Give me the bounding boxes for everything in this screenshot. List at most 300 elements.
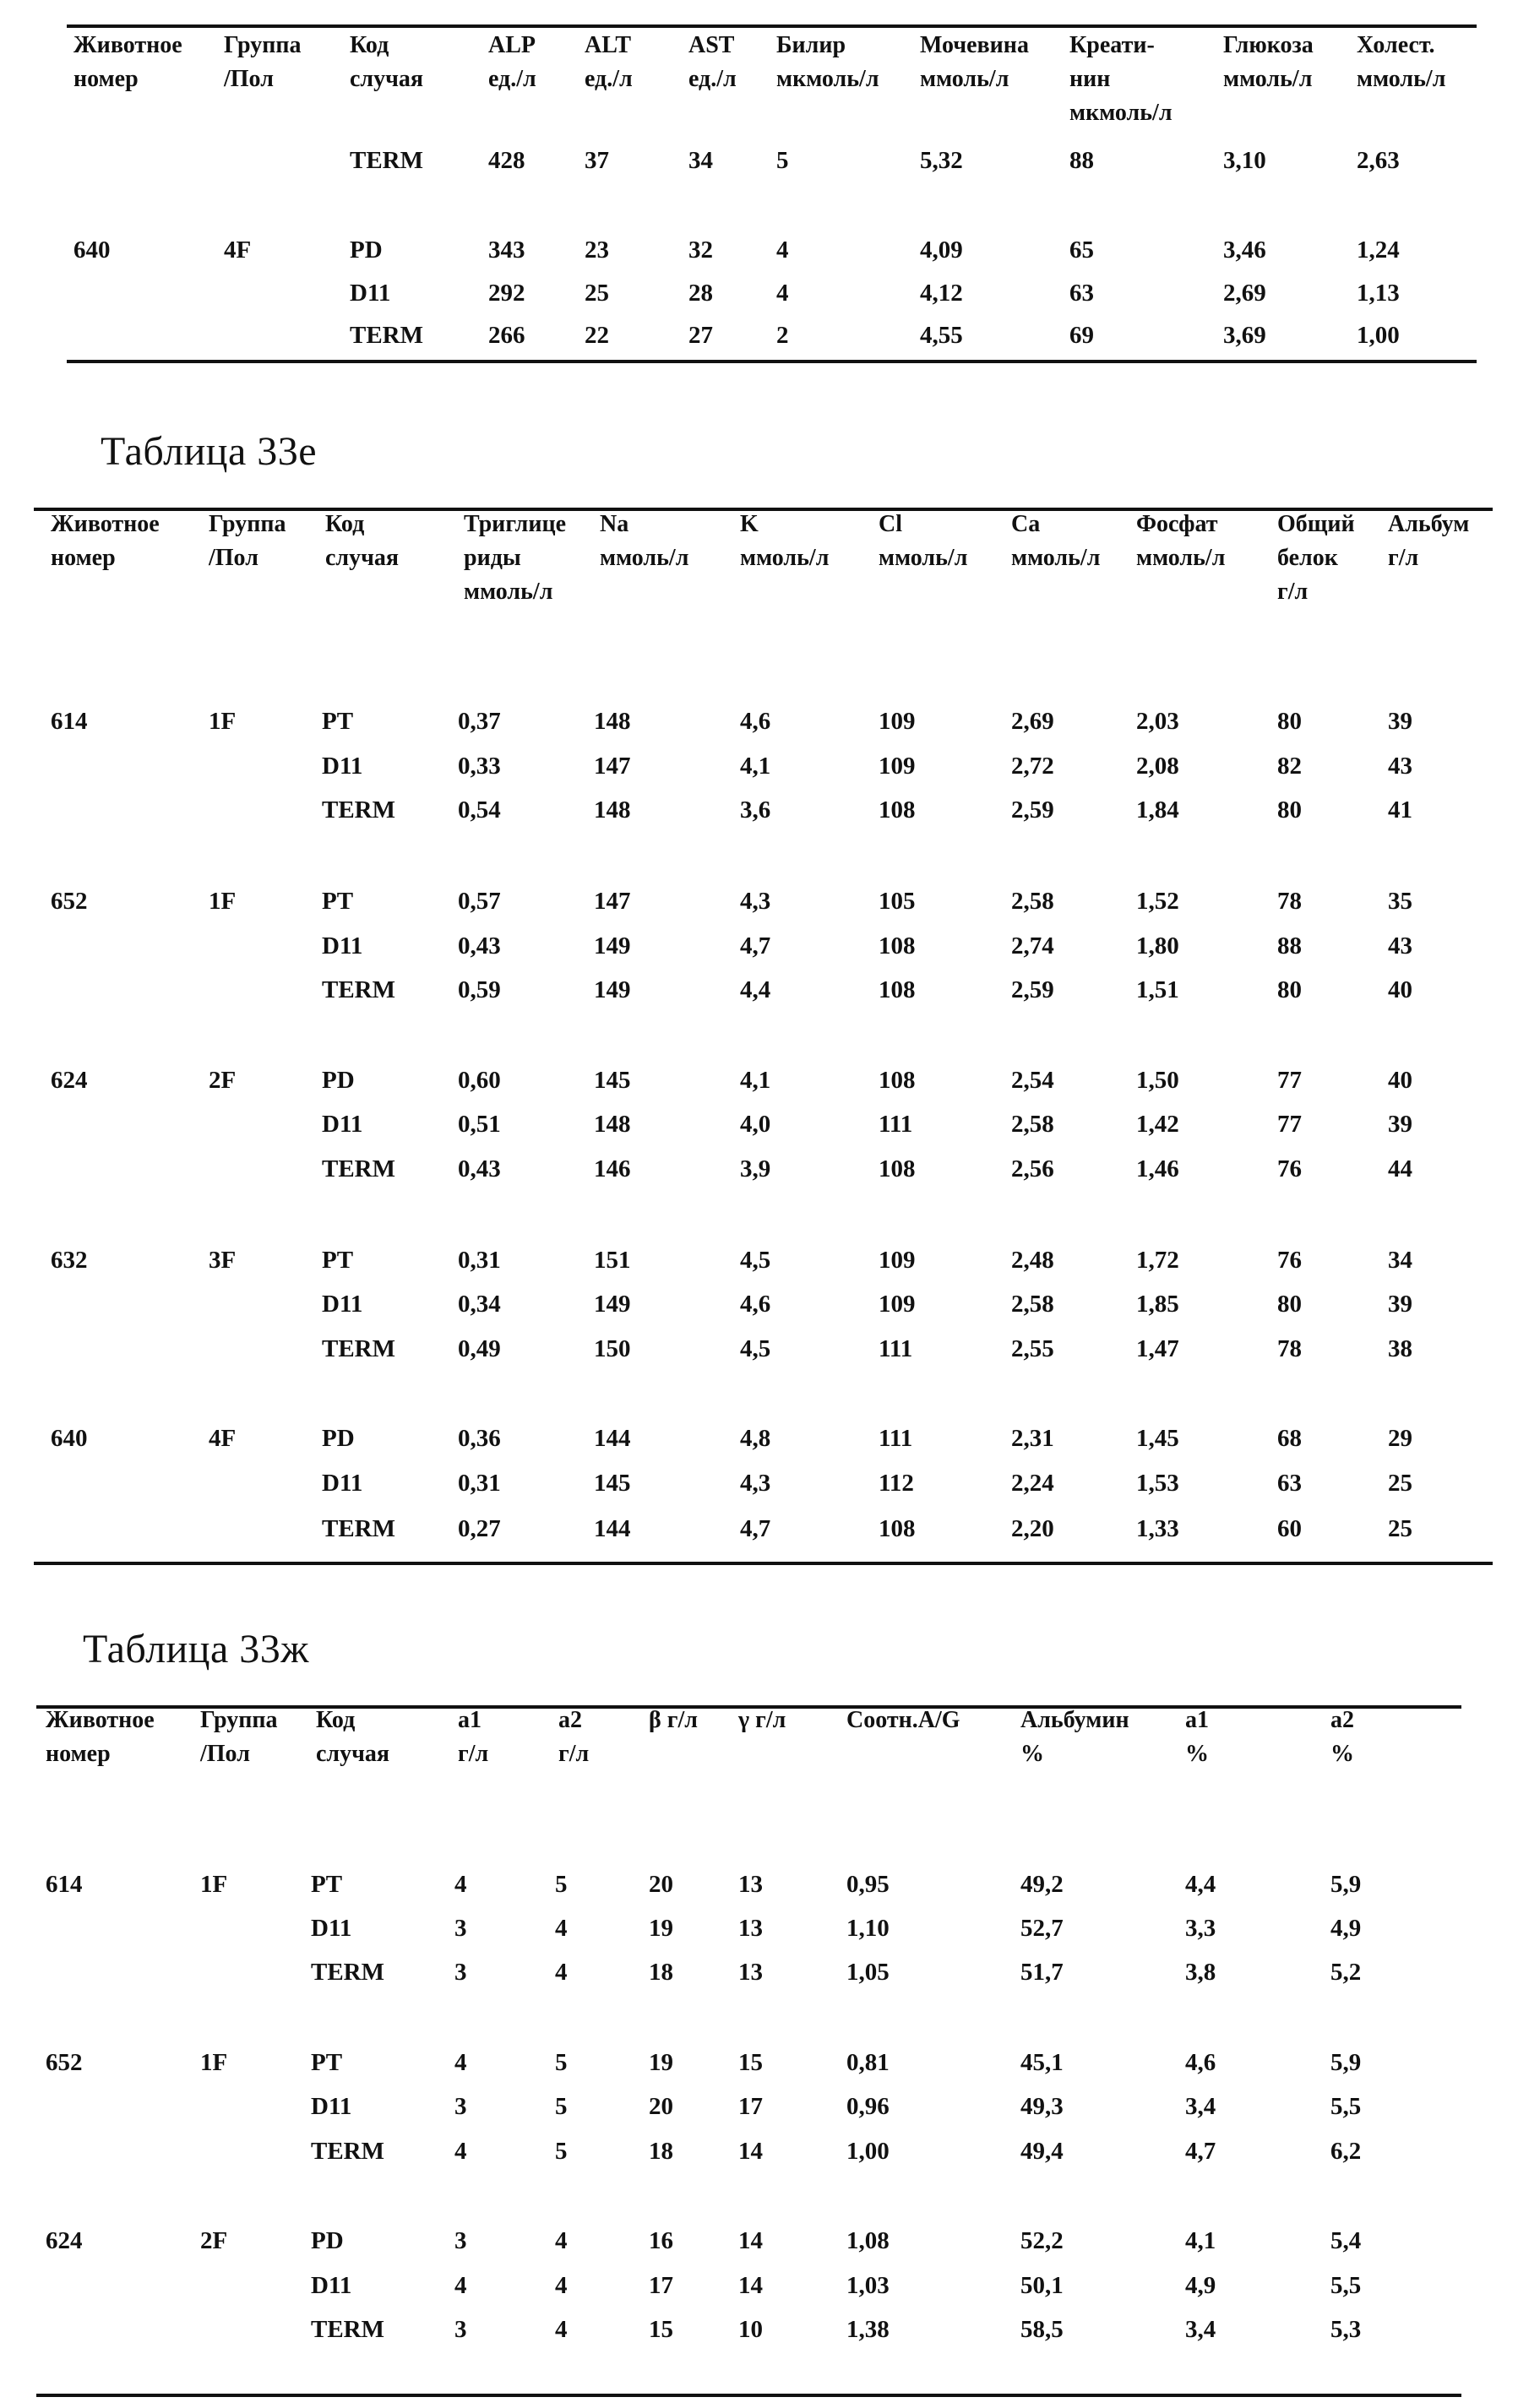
table-cell: 2,08 (1136, 753, 1179, 780)
table-cell: 4 (454, 2272, 467, 2299)
table-cell: 105 (879, 888, 916, 915)
column-header: a2 (558, 1707, 582, 1733)
column-header: ммоль/л (1223, 66, 1313, 92)
table-cell: 19 (649, 1915, 673, 1942)
column-header: Животное (73, 32, 182, 58)
column-header: Животное (46, 1707, 155, 1733)
table-cell: 0,49 (458, 1335, 501, 1362)
table-cell: 14 (738, 2227, 763, 2254)
table-cell: 148 (594, 796, 631, 824)
table-cell: 2F (209, 1067, 237, 1094)
table-cell: 16 (649, 2227, 673, 2254)
column-header: ммоль/л (740, 545, 830, 571)
table-cell: 0,96 (846, 2093, 890, 2120)
table-cell: 4 (454, 1871, 467, 1898)
table-cell: 77 (1277, 1067, 1302, 1094)
table-cell: 652 (46, 2049, 83, 2076)
table-cell: 4F (209, 1425, 237, 1452)
table-cell: 5,5 (1330, 2272, 1362, 2299)
column-header: γ г/л (738, 1707, 786, 1733)
table-cell: 108 (879, 796, 916, 824)
table-cell: 1F (200, 1871, 228, 1898)
table-cell: 1,51 (1136, 976, 1179, 1003)
table-cell: 2 (776, 322, 789, 349)
table-cell: 77 (1277, 1111, 1302, 1138)
table-cell: D11 (322, 1291, 363, 1318)
column-header: Альбум (1388, 511, 1470, 537)
table-cell: 0,43 (458, 932, 501, 959)
table-cell: 111 (879, 1425, 913, 1452)
column-header: белок (1277, 545, 1338, 571)
table-cell: PT (322, 888, 354, 915)
table-cell: 3 (454, 1959, 467, 1986)
table-cell: 76 (1277, 1155, 1302, 1182)
table-cell: TERM (350, 147, 423, 174)
table-cell: 1F (209, 708, 237, 735)
table-cell: 40 (1388, 976, 1412, 1003)
column-header: ед./л (688, 66, 737, 92)
table-cell: 3F (209, 1247, 237, 1274)
table-cell: 27 (688, 322, 713, 349)
table-cell: 1,00 (1357, 322, 1400, 349)
table-cell: 4,12 (920, 280, 963, 307)
table-cell: 3,46 (1223, 236, 1266, 264)
table-cell: 2,72 (1011, 753, 1054, 780)
column-header: Группа (209, 511, 286, 537)
table-cell: 4,9 (1330, 1915, 1362, 1942)
table-cell: TERM (322, 1155, 395, 1182)
table-cell: 4,8 (740, 1425, 771, 1452)
table-cell: 1,10 (846, 1915, 890, 1942)
column-header: ммоль/л (464, 579, 553, 605)
column-header: Код (350, 32, 389, 58)
table-cell: 148 (594, 1111, 631, 1138)
table-cell: PD (350, 236, 383, 264)
table-cell: 3,6 (740, 796, 771, 824)
table-cell: 2,58 (1011, 1111, 1054, 1138)
table-cell: 18 (649, 1959, 673, 1986)
table-cell: 5 (555, 2049, 568, 2076)
table-cell: 109 (879, 1291, 916, 1318)
table-cell: 13 (738, 1959, 763, 1986)
table_33zh-bottom-rule (36, 2394, 1461, 2397)
table-cell: 149 (594, 976, 631, 1003)
table-cell: PT (311, 2049, 343, 2076)
table_33d_continuation-top-rule (67, 24, 1477, 28)
table-cell: 614 (46, 1871, 83, 1898)
table-cell: 1,53 (1136, 1470, 1179, 1497)
table-cell: 0,51 (458, 1111, 501, 1138)
table-cell: 0,81 (846, 2049, 890, 2076)
table-cell: 4,55 (920, 322, 963, 349)
table-cell: 3,10 (1223, 147, 1266, 174)
column-header: ALP (488, 32, 536, 58)
column-header: Ca (1011, 511, 1041, 537)
table-cell: 2,55 (1011, 1335, 1054, 1362)
column-header: % (1185, 1741, 1209, 1767)
table-cell: 1,84 (1136, 796, 1179, 824)
table-cell: 108 (879, 932, 916, 959)
column-header: Соотн.A/G (846, 1707, 960, 1733)
table-cell: 78 (1277, 1335, 1302, 1362)
table-cell: 2,54 (1011, 1067, 1054, 1094)
column-header: г/л (1388, 545, 1419, 571)
table-cell: PT (311, 1871, 343, 1898)
table-cell: 1,33 (1136, 1515, 1179, 1542)
table-cell: 49,4 (1020, 2138, 1064, 2165)
table-cell: 20 (649, 2093, 673, 2120)
table-cell: 108 (879, 1155, 916, 1182)
table-cell: PD (322, 1425, 355, 1452)
table-cell: 76 (1277, 1247, 1302, 1274)
column-header: нин (1069, 66, 1111, 92)
table-cell: 149 (594, 1291, 631, 1318)
table-cell: 3,3 (1185, 1915, 1216, 1942)
table-cell: 3,9 (740, 1155, 771, 1182)
table-cell: 3,8 (1185, 1959, 1216, 1986)
table-cell: TERM (322, 1515, 395, 1542)
column-header: мкмоль/л (776, 66, 879, 92)
table-cell: 2,74 (1011, 932, 1054, 959)
table-cell: 2,63 (1357, 147, 1400, 174)
table-cell: 3 (454, 1915, 467, 1942)
table-cell: 109 (879, 753, 916, 780)
table-cell: 17 (649, 2272, 673, 2299)
table-cell: 25 (1388, 1470, 1412, 1497)
column-header: Холест. (1357, 32, 1435, 58)
table-cell: 25 (585, 280, 609, 307)
table-cell: 2,03 (1136, 708, 1179, 735)
table-cell: 19 (649, 2049, 673, 2076)
table-cell: 4 (555, 2272, 568, 2299)
table-cell: 3,4 (1185, 2316, 1216, 2343)
table-cell: 1,03 (846, 2272, 890, 2299)
table-cell: TERM (322, 1335, 395, 1362)
table-cell: 147 (594, 888, 631, 915)
table-cell: 3 (454, 2227, 467, 2254)
column-header: a1 (1185, 1707, 1209, 1733)
table-cell: 80 (1277, 1291, 1302, 1318)
table-cell: 5 (555, 2093, 568, 2120)
table-cell: 4,5 (740, 1335, 771, 1362)
table-cell: 4,3 (740, 888, 771, 915)
table-cell: 80 (1277, 796, 1302, 824)
table-cell: 5,5 (1330, 2093, 1362, 2120)
table-cell: D11 (350, 280, 391, 307)
table-cell: 1,80 (1136, 932, 1179, 959)
column-header: a2 (1330, 1707, 1354, 1733)
table-cell: 45,1 (1020, 2049, 1064, 2076)
table-cell: 3,69 (1223, 322, 1266, 349)
table-cell: 652 (51, 888, 88, 915)
table-cell: 18 (649, 2138, 673, 2165)
column-header: Группа (224, 32, 302, 58)
table-cell: 0,31 (458, 1470, 501, 1497)
table-cell: 39 (1388, 1291, 1412, 1318)
table-cell: 37 (585, 147, 609, 174)
table-cell: 50,1 (1020, 2272, 1064, 2299)
table-cell: 0,36 (458, 1425, 501, 1452)
table-cell: 0,54 (458, 796, 501, 824)
table-cell: 2,59 (1011, 796, 1054, 824)
table-cell: 29 (1388, 1425, 1412, 1452)
table-cell: 1,05 (846, 1959, 890, 1986)
table-cell: 614 (51, 708, 88, 735)
table-cell: 111 (879, 1335, 913, 1362)
table-cell: 4F (224, 236, 252, 264)
table-cell: TERM (322, 796, 395, 824)
table-cell: 88 (1277, 932, 1302, 959)
table-cell: 20 (649, 1871, 673, 1898)
table-cell: 0,59 (458, 976, 501, 1003)
column-header: K (740, 511, 759, 537)
table-cell: 0,31 (458, 1247, 501, 1274)
table-cell: 4,1 (1185, 2227, 1216, 2254)
table-cell: 5,2 (1330, 1959, 1362, 1986)
table-cell: 78 (1277, 888, 1302, 915)
table-cell: 3 (454, 2316, 467, 2343)
table-cell: 1,24 (1357, 236, 1400, 264)
column-header: случая (325, 545, 400, 571)
table-cell: 5 (776, 147, 789, 174)
table-cell: 1,00 (846, 2138, 890, 2165)
table-cell: 428 (488, 147, 525, 174)
table-cell: 63 (1277, 1470, 1302, 1497)
table-cell: 43 (1388, 753, 1412, 780)
table-cell: 3,4 (1185, 2093, 1216, 2120)
table-cell: 40 (1388, 1067, 1412, 1094)
table-cell: 4,5 (740, 1247, 771, 1274)
table-title: Таблица 33ж (83, 1627, 309, 1671)
table-cell: 1F (200, 2049, 228, 2076)
table-cell: 0,37 (458, 708, 501, 735)
column-header: % (1330, 1741, 1354, 1767)
table-cell: 5,3 (1330, 2316, 1362, 2343)
table-cell: 144 (594, 1425, 631, 1452)
table-cell: 28 (688, 280, 713, 307)
table-cell: 0,95 (846, 1871, 890, 1898)
table-cell: TERM (311, 1959, 384, 1986)
table-cell: TERM (350, 322, 423, 349)
table-cell: 5 (555, 1871, 568, 1898)
table-cell: 1,45 (1136, 1425, 1179, 1452)
table-cell: 4,6 (740, 1291, 771, 1318)
table-cell: 52,7 (1020, 1915, 1064, 1942)
table-cell: 4 (454, 2138, 467, 2165)
table-cell: 624 (46, 2227, 83, 2254)
column-header: ммоль/л (1357, 66, 1446, 92)
table-cell: 65 (1069, 236, 1094, 264)
column-header: Группа (200, 1707, 278, 1733)
column-header: Фосфат (1136, 511, 1218, 537)
table-title: Таблица 33е (101, 429, 318, 474)
table-cell: 1,52 (1136, 888, 1179, 915)
table-cell: 15 (649, 2316, 673, 2343)
table-cell: 0,57 (458, 888, 501, 915)
table-cell: 1,46 (1136, 1155, 1179, 1182)
table-cell: 4 (555, 1915, 568, 1942)
table-cell: 52,2 (1020, 2227, 1064, 2254)
column-header: случая (316, 1741, 390, 1767)
table-cell: 51,7 (1020, 1959, 1064, 1986)
table-cell: D11 (322, 1470, 363, 1497)
column-header: риды (464, 545, 521, 571)
table-cell: 108 (879, 1515, 916, 1542)
table-cell: 49,3 (1020, 2093, 1064, 2120)
table-cell: 1F (209, 888, 237, 915)
table-cell: 63 (1069, 280, 1094, 307)
table-cell: 1,38 (846, 2316, 890, 2343)
column-header: β г/л (649, 1707, 698, 1733)
table-cell: 112 (879, 1470, 914, 1497)
column-header: Код (316, 1707, 356, 1733)
column-header: /Пол (224, 66, 274, 92)
table-cell: 68 (1277, 1425, 1302, 1452)
table-cell: 4 (776, 236, 789, 264)
table-cell: 6,2 (1330, 2138, 1362, 2165)
table-cell: 35 (1388, 888, 1412, 915)
table-cell: 34 (1388, 1247, 1412, 1274)
column-header: случая (350, 66, 424, 92)
column-header: номер (73, 66, 139, 92)
column-header: AST (688, 32, 735, 58)
table-cell: 4,6 (740, 708, 771, 735)
column-header: /Пол (200, 1741, 250, 1767)
table-cell: 2,56 (1011, 1155, 1054, 1182)
table-cell: 0,33 (458, 753, 501, 780)
table-cell: D11 (322, 932, 363, 959)
table-cell: 5 (555, 2138, 568, 2165)
table-cell: 22 (585, 322, 609, 349)
column-header: % (1020, 1741, 1044, 1767)
table-cell: 60 (1277, 1515, 1302, 1542)
table-cell: 4 (555, 2227, 568, 2254)
table-cell: 1,47 (1136, 1335, 1179, 1362)
table-cell: 34 (688, 147, 713, 174)
column-header: ммоль/л (879, 545, 968, 571)
table-cell: 145 (594, 1067, 631, 1094)
table-cell: 32 (688, 236, 713, 264)
table-cell: 109 (879, 708, 916, 735)
table-cell: 2,20 (1011, 1515, 1054, 1542)
table-cell: 4 (555, 1959, 568, 1986)
table-cell: 44 (1388, 1155, 1412, 1182)
column-header: Код (325, 511, 365, 537)
table-cell: 2,31 (1011, 1425, 1054, 1452)
table-cell: 4,3 (740, 1470, 771, 1497)
table-cell: PT (322, 708, 354, 735)
table-cell: 145 (594, 1470, 631, 1497)
table-cell: 5,4 (1330, 2227, 1362, 2254)
table-cell: 292 (488, 280, 525, 307)
table-cell: 146 (594, 1155, 631, 1182)
table_33d_continuation-bottom-rule (67, 360, 1477, 363)
table-cell: 39 (1388, 708, 1412, 735)
table-cell: 2,69 (1011, 708, 1054, 735)
column-header: г/л (1277, 579, 1309, 605)
column-header: г/л (558, 1741, 590, 1767)
column-header: Мочевина (920, 32, 1029, 58)
table-cell: 82 (1277, 753, 1302, 780)
table-cell: D11 (311, 1915, 352, 1942)
column-header: номер (46, 1741, 111, 1767)
table-cell: 38 (1388, 1335, 1412, 1362)
table-cell: 2,24 (1011, 1470, 1054, 1497)
table-cell: 0,60 (458, 1067, 501, 1094)
table-cell: 147 (594, 753, 631, 780)
column-header: Триглице (464, 511, 567, 537)
table-cell: 4,09 (920, 236, 963, 264)
table-cell: 2,59 (1011, 976, 1054, 1003)
table-cell: 640 (73, 236, 111, 264)
table-cell: 49,2 (1020, 1871, 1064, 1898)
table-cell: 4 (555, 2316, 568, 2343)
table-cell: 4,7 (740, 1515, 771, 1542)
table-cell: 5,32 (920, 147, 963, 174)
table-cell: 2F (200, 2227, 228, 2254)
table-cell: 111 (879, 1111, 913, 1138)
table-cell: 58,5 (1020, 2316, 1064, 2343)
table-cell: 13 (738, 1915, 763, 1942)
table-cell: TERM (311, 2316, 384, 2343)
column-header: ед./л (488, 66, 536, 92)
column-header: Общий (1277, 511, 1355, 537)
table-cell: 624 (51, 1067, 88, 1094)
table-cell: 80 (1277, 708, 1302, 735)
table-cell: 5,9 (1330, 2049, 1362, 2076)
table-cell: D11 (311, 2093, 352, 2120)
table-cell: TERM (311, 2138, 384, 2165)
table-cell: 1,13 (1357, 280, 1400, 307)
table-cell: 108 (879, 976, 916, 1003)
table-cell: 109 (879, 1247, 916, 1274)
table-cell: 1,42 (1136, 1111, 1179, 1138)
table_33e-bottom-rule (34, 1562, 1493, 1565)
table-cell: 4,4 (740, 976, 771, 1003)
table-cell: 2,58 (1011, 1291, 1054, 1318)
table-cell: 80 (1277, 976, 1302, 1003)
table-cell: 25 (1388, 1515, 1412, 1542)
column-header: ммоль/л (1011, 545, 1101, 571)
table-cell: 148 (594, 708, 631, 735)
table-cell: 151 (594, 1247, 631, 1274)
table-cell: 41 (1388, 796, 1412, 824)
column-header: мкмоль/л (1069, 100, 1173, 126)
table-cell: PT (322, 1247, 354, 1274)
table-cell: 13 (738, 1871, 763, 1898)
table-cell: TERM (322, 976, 395, 1003)
table-cell: 39 (1388, 1111, 1412, 1138)
table-cell: 4,4 (1185, 1871, 1216, 1898)
table-cell: 1,08 (846, 2227, 890, 2254)
table-cell: 69 (1069, 322, 1094, 349)
column-header: Глюкоза (1223, 32, 1314, 58)
table-cell: 4,6 (1185, 2049, 1216, 2076)
table-cell: D11 (311, 2272, 352, 2299)
table-cell: PD (311, 2227, 344, 2254)
table-cell: 2,69 (1223, 280, 1266, 307)
table-cell: 5,9 (1330, 1871, 1362, 1898)
table-cell: 17 (738, 2093, 763, 2120)
table-cell: 10 (738, 2316, 763, 2343)
table-cell: 266 (488, 322, 525, 349)
column-header: г/л (458, 1741, 489, 1767)
table-cell: 4,9 (1185, 2272, 1216, 2299)
column-header: Креати- (1069, 32, 1155, 58)
column-header: ALT (585, 32, 632, 58)
table-cell: 1,50 (1136, 1067, 1179, 1094)
table-cell: 14 (738, 2272, 763, 2299)
